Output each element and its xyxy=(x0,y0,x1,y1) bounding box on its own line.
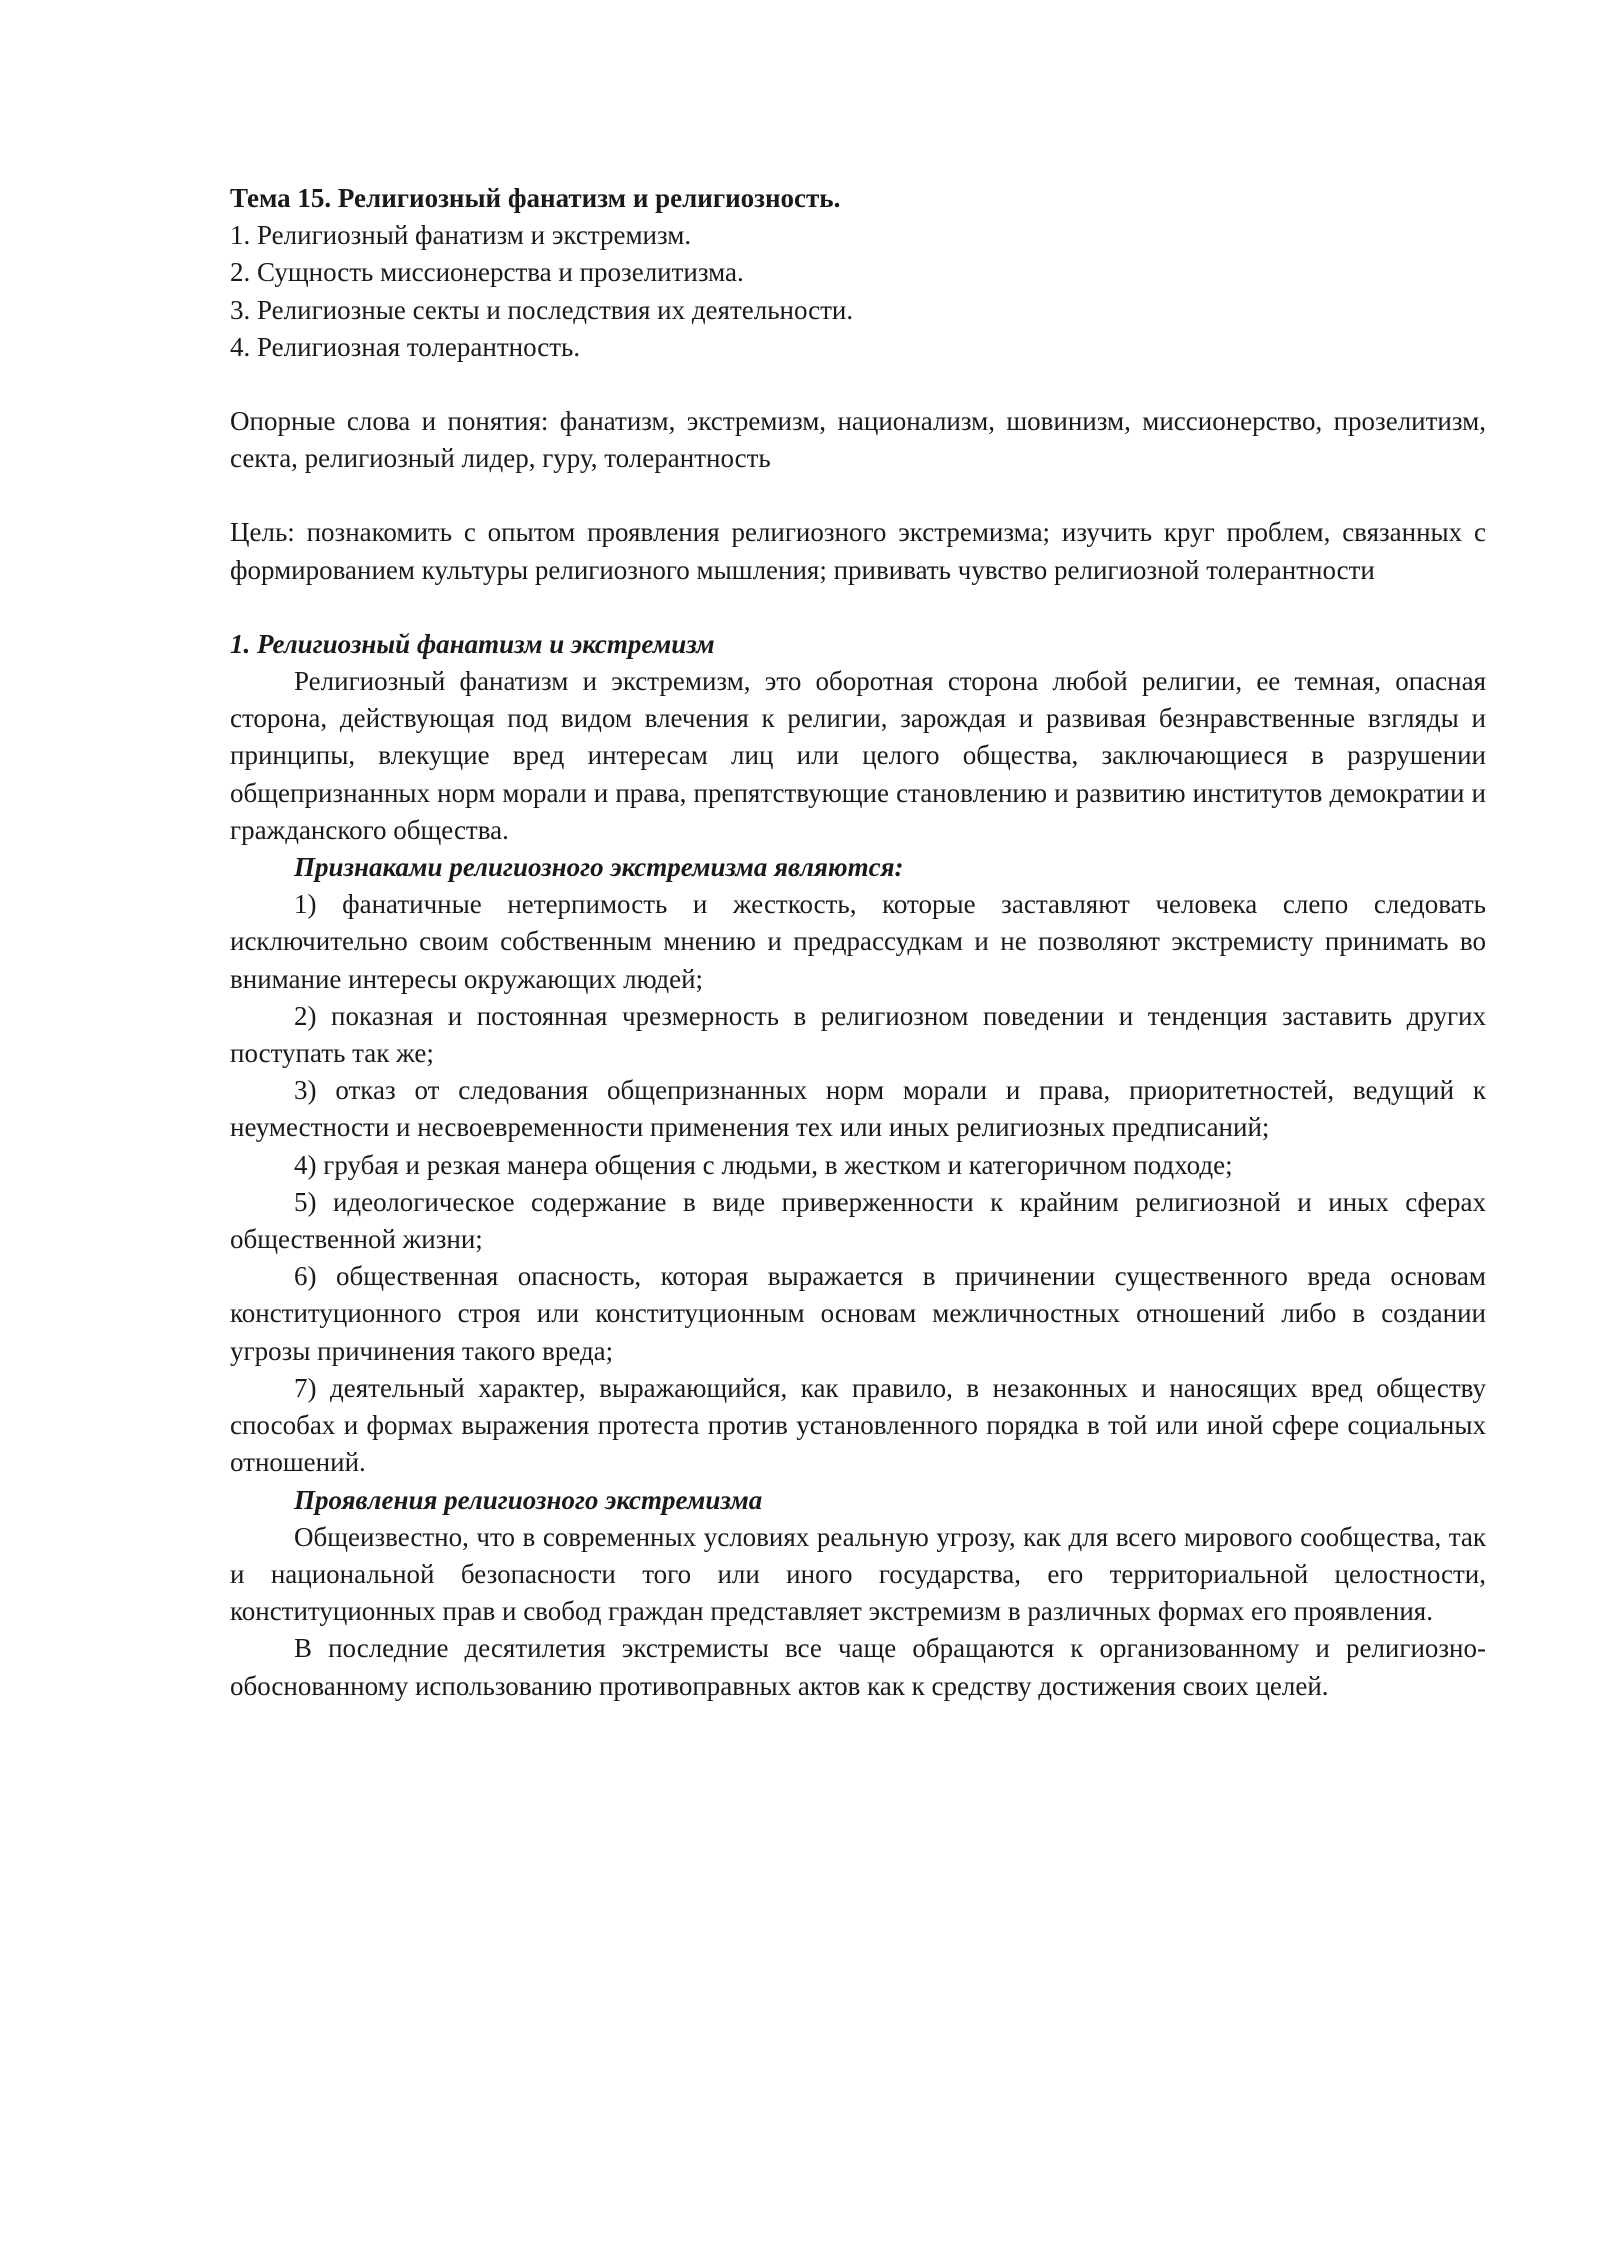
signs-subheading: Признаками религиозного экстремизма являются: xyxy=(294,852,904,883)
body-paragraph: Общеизвестно, что в современных условиях реальную угрозу, как для всего мирового сообщества, так и национальной безопасности того или иного государства, его территориальной целостности, конституционных прав и свобод граждан представляет экстремизм в различных формах его проявления. xyxy=(230,1521,1486,1627)
topic-item: 4. Религиозная толерантность. xyxy=(230,331,581,362)
topic-item: 1. Религиозный фанатизм и экстремизм. xyxy=(230,220,692,251)
manifestations-subheading: Проявления религиозного экстремизма xyxy=(294,1484,763,1515)
page-title: Тема 15. Религиозный фанатизм и религиозность. xyxy=(230,183,841,213)
spacer xyxy=(230,589,1486,626)
sign-item: 5) идеологическое содержание в виде приверженности к крайним религиозной и иных сферах общественной жизни; xyxy=(230,1186,1486,1255)
sign-item: 3) отказ от следования общепризнанных норм морали и права, приоритетностей, ведущий к неуместности и несвоевременности применения тех или иных религиозных предписаний; xyxy=(230,1075,1486,1143)
goal-paragraph: Цель: познакомить с опытом проявления религиозного экстремизма; изучить круг проблем, связанных с формированием культуры религиозного мышления; прививать чувство религиозной толерантности xyxy=(230,517,1486,585)
sign-item: 1) фанатичные нетерпимость и жесткость, которые заставляют человека слепо следовать исключительно своим собственным мнению и предрассудкам и не позволяют экстремисту принимать во внимание интересы окружающих людей; xyxy=(230,889,1486,994)
section-intro-paragraph: Религиозный фанатизм и экстремизм, это оборотная сторона любой религии, ее темная, опасная сторона, действующая под видом влечения к религии, зарождая и развивая безнравственные взгляды и принципы, влекущие вред интересам лиц или целого общества, заключающиеся в разрушении общепризнанных норм морали и права, препятствующие становлению и развитию институтов демократии и гражданского общества. xyxy=(230,666,1486,845)
sign-item: 6) общественная опасность, которая выражается в причинении существенного вреда основам конституционного строя или конституционным основам межличностных отношений либо в создании угрозы причинения такого вреда; xyxy=(230,1261,1486,1366)
body-paragraph: В последние десятилетия экстремисты все чаще обращаются к организованному и религиозно-обоснованному использованию противоправных актов как к средству достижения своих целей. xyxy=(230,1633,1486,1701)
topic-item: 3. Религиозные секты и последствия их деятельности. xyxy=(230,294,854,325)
key-terms-paragraph: Опорные слова и понятия: фанатизм, экстремизм, национализм, шовинизм, миссионерство, прозелитизм, секта, религиозный лидер, гуру, толерантность xyxy=(230,406,1486,474)
spacer xyxy=(230,366,1486,403)
topic-item: 2. Сущность миссионерства и прозелитизма. xyxy=(230,257,744,288)
section-heading: 1. Религиозный фанатизм и экстремизм xyxy=(230,628,715,659)
sign-item: 4) грубая и резкая манера общения с людьми, в жестком и категоричном подходе; xyxy=(294,1149,1233,1180)
sign-item: 2) показная и постоянная чрезмерность в религиозном поведении и тенденция заставить других поступать так же; xyxy=(230,1000,1486,1069)
sign-item: 7) деятельный характер, выражающийся, как правило, в незаконных и наносящих вред обществу способах и формах выражения протеста против установленного порядка в той или иной сфере социальных отношений. xyxy=(230,1372,1486,1478)
spacer xyxy=(230,477,1486,514)
document-body xyxy=(230,180,1486,1705)
